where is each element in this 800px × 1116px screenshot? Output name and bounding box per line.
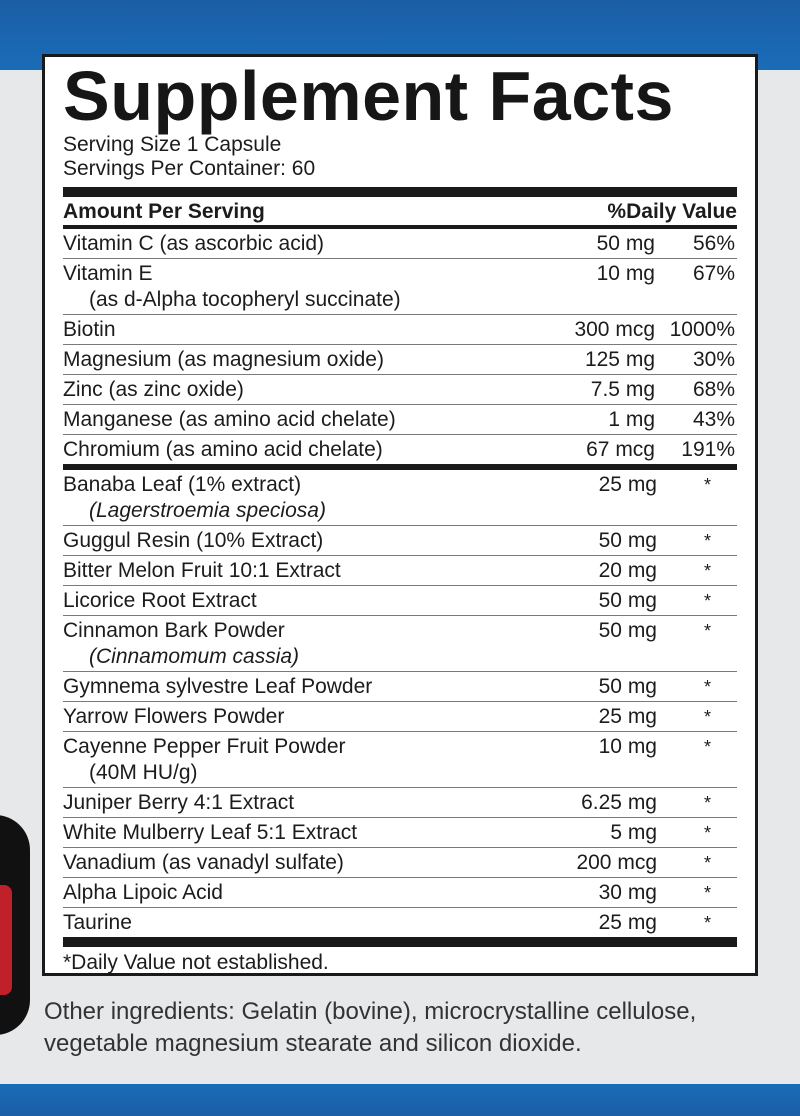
ingredient-name: Licorice Root Extract (63, 589, 257, 612)
ingredient-source: (Lagerstroemia speciosa) (89, 499, 326, 522)
ingredient-source: (as d-Alpha tocopheryl succinate) (89, 288, 401, 311)
ingredient-amount: 25 mg (598, 473, 657, 496)
ingredient-amount: 125 mg (584, 348, 655, 371)
ingredient-amount: 50 mg (598, 589, 657, 612)
ingredient-daily-value: 67% (692, 262, 735, 285)
ingredient-daily-value: * (703, 621, 711, 641)
ingredient-name: Chromium (as amino acid chelate) (63, 438, 383, 461)
ingredient-name: Banaba Leaf (1% extract) (63, 473, 302, 496)
ingredient-amount: 25 mg (598, 705, 657, 728)
ingredient-daily-value: * (703, 883, 711, 903)
ingredient-daily-value: * (703, 561, 711, 581)
table-row (63, 470, 737, 526)
servings-per-container: Servings Per Container: 60 (63, 157, 316, 180)
ingredient-amount: 67 mcg (586, 438, 655, 461)
table-row (63, 526, 737, 556)
ingredient-name: Juniper Berry 4:1 Extract (63, 791, 295, 814)
table-row (63, 702, 737, 732)
ingredient-name: Guggul Resin (10% Extract) (63, 529, 324, 552)
table-row (63, 788, 737, 818)
table-row (63, 259, 737, 315)
ingredient-name: Bitter Melon Fruit 10:1 Extract (63, 559, 341, 582)
ingredient-amount: 25 mg (598, 911, 657, 934)
ingredient-daily-value: * (703, 737, 711, 757)
table-header (63, 197, 737, 229)
ingredient-amount: 20 mg (598, 559, 657, 582)
amount-per-serving-header: Amount Per Serving (63, 200, 265, 223)
ingredient-name: Magnesium (as magnesium oxide) (63, 348, 384, 371)
ingredient-daily-value: * (703, 677, 711, 697)
ingredient-name: Manganese (as amino acid chelate) (63, 408, 396, 431)
ingredient-daily-value: * (703, 707, 711, 727)
ingredient-amount: 5 mg (610, 821, 657, 844)
ingredient-name: Cinnamon Bark Powder (63, 619, 285, 642)
ingredient-amount: 1 mg (608, 408, 655, 431)
ingredient-name: Vitamin C (as ascorbic acid) (63, 232, 325, 255)
ingredient-daily-value: * (703, 913, 711, 933)
vitamins-list (63, 229, 737, 464)
table-row (63, 229, 737, 259)
ingredient-name: Vitamin E (63, 262, 153, 285)
other-ingredients-list (63, 470, 737, 937)
ingredient-name: White Mulberry Leaf 5:1 Extract (63, 821, 358, 844)
ingredient-daily-value: * (703, 823, 711, 843)
ingredient-name: Zinc (as zinc oxide) (63, 378, 244, 401)
table-row (63, 732, 737, 788)
table-row (63, 848, 737, 878)
ingredient-amount: 200 mcg (576, 851, 657, 874)
ingredient-daily-value: * (703, 793, 711, 813)
table-row (63, 556, 737, 586)
table-row (63, 586, 737, 616)
ingredient-name: Alpha Lipoic Acid (63, 881, 223, 904)
ingredient-amount: 50 mg (598, 619, 657, 642)
thick-divider (63, 187, 737, 197)
ingredient-source: (Cinnamomum cassia) (89, 645, 300, 668)
ingredient-name: Biotin (63, 318, 116, 341)
bottle-edge-graphic (0, 815, 30, 1035)
ingredient-daily-value: * (703, 853, 711, 873)
table-row (63, 616, 737, 672)
table-row (63, 818, 737, 848)
ingredient-daily-value: * (703, 475, 711, 495)
ingredient-amount: 7.5 mg (590, 378, 655, 401)
other-ingredients-text: Other ingredients: Gelatin (bovine), microcrystalline cellulose, vegetable magnesium stearate and silicon dioxide. (44, 998, 697, 1057)
ingredient-name: Yarrow Flowers Powder (63, 705, 285, 728)
ingredient-name: Gymnema sylvestre Leaf Powder (63, 675, 373, 698)
ingredient-amount: 10 mg (598, 735, 657, 758)
ingredient-daily-value: 56% (692, 232, 735, 255)
ingredient-amount: 30 mg (598, 881, 657, 904)
table-row (63, 405, 737, 435)
bottom-blue-band (0, 1084, 800, 1116)
ingredient-daily-value: 191% (681, 438, 735, 461)
ingredient-amount: 10 mg (596, 262, 655, 285)
ingredient-daily-value: 43% (692, 408, 735, 431)
ingredient-name: Vanadium (as vanadyl sulfate) (63, 851, 344, 874)
table-row (63, 315, 737, 345)
serving-size: Serving Size 1 Capsule (63, 133, 282, 156)
ingredient-daily-value: 68% (692, 378, 735, 401)
ingredient-source: (40M HU/g) (89, 761, 198, 784)
table-row (63, 375, 737, 405)
ingredient-daily-value: 1000% (669, 318, 735, 341)
ingredient-name: Cayenne Pepper Fruit Powder (63, 735, 346, 758)
supplement-facts-panel (42, 54, 758, 976)
ingredient-daily-value: * (703, 531, 711, 551)
table-row (63, 345, 737, 375)
ingredient-amount: 50 mg (598, 529, 657, 552)
panel-title: Supplement Facts (63, 57, 674, 135)
ingredient-daily-value: 30% (692, 348, 735, 371)
ingredient-name: Taurine (63, 911, 132, 934)
table-row (63, 908, 737, 937)
table-row (63, 878, 737, 908)
ingredient-amount: 50 mg (596, 232, 655, 255)
ingredient-amount: 50 mg (598, 675, 657, 698)
footnote: *Daily Value not established. (63, 951, 329, 974)
daily-value-header: %Daily Value (607, 200, 737, 223)
bottom-divider (63, 937, 737, 947)
ingredient-amount: 300 mcg (574, 318, 655, 341)
table-row (63, 435, 737, 464)
ingredient-amount: 6.25 mg (581, 791, 657, 814)
table-row (63, 672, 737, 702)
ingredient-daily-value: * (703, 591, 711, 611)
